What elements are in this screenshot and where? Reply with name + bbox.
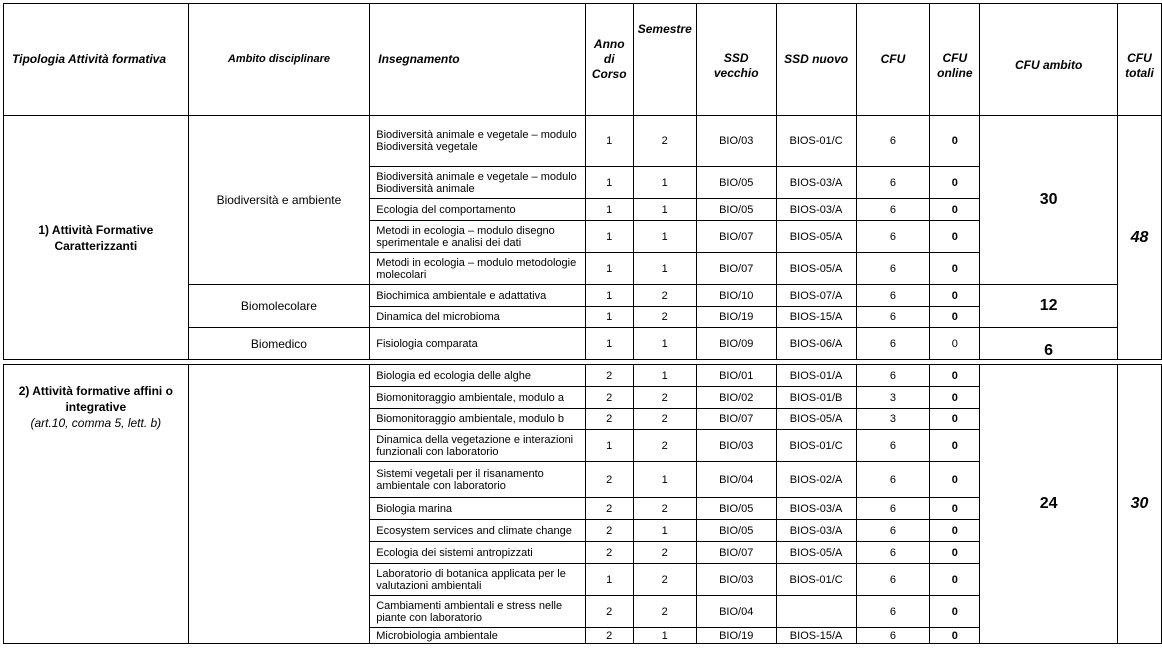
semestre-cell: 2 xyxy=(633,387,696,409)
ssd-nuovo-cell: BIOS-07/A xyxy=(776,285,856,307)
cfu-online-cell: 0 xyxy=(930,542,980,564)
header-ssd-vecchio: SSD vecchio xyxy=(696,4,776,116)
header-cfu-online: CFU online xyxy=(930,4,980,116)
cfu-online-cell: 0 xyxy=(930,328,980,360)
ambito-cell: Biomolecolare xyxy=(188,285,370,328)
ssd-nuovo-cell: BIOS-05/A xyxy=(776,253,856,285)
ssd-vecchio-cell: BIO/07 xyxy=(696,409,776,430)
tipologia-cell xyxy=(4,365,189,644)
anno-cell: 1 xyxy=(585,285,633,307)
header-row xyxy=(4,4,1162,116)
ssd-nuovo-cell: BIOS-03/A xyxy=(776,520,856,542)
cfu-online-cell: 0 xyxy=(930,596,980,628)
anno-cell: 2 xyxy=(585,365,633,387)
cfu-cell: 6 xyxy=(856,253,930,285)
ssd-vecchio-cell: BIO/19 xyxy=(696,307,776,328)
cfu-online-cell: 0 xyxy=(930,221,980,253)
insegnamento-cell: Biomonitoraggio ambientale, modulo a xyxy=(370,387,586,409)
ssd-vecchio-cell: BIO/07 xyxy=(696,253,776,285)
semestre-cell: 2 xyxy=(633,564,696,596)
semestre-cell: 2 xyxy=(633,498,696,520)
cfu-online-cell: 0 xyxy=(930,199,980,221)
header-cfu-totali: CFU totali xyxy=(1117,4,1161,116)
insegnamento-cell: Ecologia dei sistemi antropizzati xyxy=(370,542,586,564)
cfu-ambito-cell: 30 xyxy=(980,116,1118,285)
semestre-cell: 1 xyxy=(633,628,696,644)
cfu-cell: 6 xyxy=(856,498,930,520)
cfu-online-cell: 0 xyxy=(930,462,980,498)
ssd-vecchio-cell: BIO/09 xyxy=(696,328,776,360)
semestre-cell: 2 xyxy=(633,542,696,564)
ssd-vecchio-cell: BIO/03 xyxy=(696,564,776,596)
insegnamento-cell: Biodiversità animale e vegetale – modulo Biodiversità vegetale xyxy=(370,116,586,167)
cfu-cell: 6 xyxy=(856,596,930,628)
tipologia-cell: 1) Attività Formative Caratterizzanti xyxy=(4,116,189,360)
anno-cell: 2 xyxy=(585,628,633,644)
cfu-online-cell: 0 xyxy=(930,498,980,520)
ssd-vecchio-cell: BIO/01 xyxy=(696,365,776,387)
anno-cell: 2 xyxy=(585,520,633,542)
cfu-online-cell: 0 xyxy=(930,628,980,644)
cfu-online-cell: 0 xyxy=(930,285,980,307)
anno-cell: 2 xyxy=(585,498,633,520)
semestre-cell: 2 xyxy=(633,307,696,328)
semestre-cell: 1 xyxy=(633,253,696,285)
cfu-cell: 6 xyxy=(856,307,930,328)
cfu-online-cell: 0 xyxy=(930,307,980,328)
ssd-nuovo-cell: BIOS-03/A xyxy=(776,498,856,520)
ambito-cell xyxy=(188,365,370,644)
ssd-nuovo-cell xyxy=(776,596,856,628)
ssd-vecchio-cell: BIO/02 xyxy=(696,387,776,409)
ssd-nuovo-cell: BIOS-01/B xyxy=(776,387,856,409)
ssd-nuovo-cell: BIOS-06/A xyxy=(776,328,856,360)
cfu-ambito-cell: 12 xyxy=(980,285,1118,328)
ssd-vecchio-cell: BIO/05 xyxy=(696,167,776,199)
semestre-cell: 1 xyxy=(633,520,696,542)
anno-cell: 2 xyxy=(585,409,633,430)
cfu-totali-cell: 30 xyxy=(1117,365,1161,644)
cfu-online-cell: 0 xyxy=(930,167,980,199)
header-ssd-nuovo: SSD nuovo xyxy=(776,4,856,116)
cfu-ambito-cell: 6 xyxy=(980,328,1118,360)
cfu-online-cell: 0 xyxy=(930,409,980,430)
ssd-nuovo-cell: BIOS-15/A xyxy=(776,307,856,328)
ssd-nuovo-cell: BIOS-05/A xyxy=(776,409,856,430)
cfu-cell: 3 xyxy=(856,387,930,409)
semestre-cell: 1 xyxy=(633,365,696,387)
insegnamento-cell: Metodi in ecologia – modulo disegno sperimentale e analisi dei dati xyxy=(370,221,586,253)
semestre-cell: 1 xyxy=(633,221,696,253)
semestre-cell: 1 xyxy=(633,199,696,221)
anno-cell: 1 xyxy=(585,430,633,462)
cfu-online-cell: 0 xyxy=(930,116,980,167)
insegnamento-cell: Biodiversità animale e vegetale – modulo Biodiversità animale xyxy=(370,167,586,199)
cfu-online-cell: 0 xyxy=(930,520,980,542)
anno-cell: 2 xyxy=(585,462,633,498)
cfu-cell: 6 xyxy=(856,462,930,498)
ssd-vecchio-cell: BIO/19 xyxy=(696,628,776,644)
tipologia-label: 2) Attività formative affini o integrative xyxy=(18,384,173,414)
cfu-cell: 6 xyxy=(856,564,930,596)
ssd-vecchio-cell: BIO/07 xyxy=(696,221,776,253)
insegnamento-cell: Biomonitoraggio ambientale, modulo b xyxy=(370,409,586,430)
anno-cell: 1 xyxy=(585,167,633,199)
insegnamento-cell: Metodi in ecologia – modulo metodologie molecolari xyxy=(370,253,586,285)
semestre-cell: 2 xyxy=(633,596,696,628)
cfu-online-cell: 0 xyxy=(930,253,980,285)
table-row xyxy=(4,116,1162,167)
ssd-nuovo-cell: BIOS-03/A xyxy=(776,199,856,221)
insegnamento-cell: Microbiologia ambientale xyxy=(370,628,586,644)
ssd-vecchio-cell: BIO/05 xyxy=(696,498,776,520)
table-row xyxy=(4,365,1162,387)
cfu-cell: 6 xyxy=(856,328,930,360)
cfu-cell: 6 xyxy=(856,365,930,387)
semestre-cell: 2 xyxy=(633,116,696,167)
semestre-cell: 2 xyxy=(633,409,696,430)
anno-cell: 2 xyxy=(585,387,633,409)
ssd-vecchio-cell: BIO/03 xyxy=(696,430,776,462)
ssd-vecchio-cell: BIO/07 xyxy=(696,542,776,564)
insegnamento-cell: Dinamica del microbioma xyxy=(370,307,586,328)
ssd-vecchio-cell: BIO/05 xyxy=(696,199,776,221)
anno-cell: 1 xyxy=(585,328,633,360)
ssd-vecchio-cell: BIO/03 xyxy=(696,116,776,167)
cfu-cell: 6 xyxy=(856,628,930,644)
ambito-cell: Biodiversità e ambiente xyxy=(188,116,370,285)
ssd-nuovo-cell: BIOS-01/A xyxy=(776,365,856,387)
insegnamento-cell: Biochimica ambientale e adattativa xyxy=(370,285,586,307)
insegnamento-cell: Dinamica della vegetazione e interazioni funzionali con laboratorio xyxy=(370,430,586,462)
anno-cell: 1 xyxy=(585,253,633,285)
insegnamento-cell: Laboratorio di botanica applicata per le valutazioni ambientali xyxy=(370,564,586,596)
ssd-vecchio-cell: BIO/04 xyxy=(696,462,776,498)
ssd-nuovo-cell: BIOS-05/A xyxy=(776,542,856,564)
cfu-online-cell: 0 xyxy=(930,564,980,596)
anno-cell: 2 xyxy=(585,596,633,628)
ssd-nuovo-cell: BIOS-01/C xyxy=(776,430,856,462)
header-anno: Anno di Corso xyxy=(585,4,633,116)
cfu-cell: 6 xyxy=(856,199,930,221)
ambito-cell: Biomedico xyxy=(188,328,370,360)
cfu-cell: 6 xyxy=(856,520,930,542)
ssd-nuovo-cell: BIOS-15/A xyxy=(776,628,856,644)
cfu-cell: 6 xyxy=(856,116,930,167)
insegnamento-cell: Ecologia del comportamento xyxy=(370,199,586,221)
anno-cell: 2 xyxy=(585,542,633,564)
anno-cell: 1 xyxy=(585,199,633,221)
ssd-nuovo-cell: BIOS-01/C xyxy=(776,564,856,596)
insegnamento-cell: Fisiologia comparata xyxy=(370,328,586,360)
ssd-vecchio-cell: BIO/05 xyxy=(696,520,776,542)
semestre-cell: 2 xyxy=(633,285,696,307)
semestre-cell: 1 xyxy=(633,462,696,498)
header-cfu: CFU xyxy=(856,4,930,116)
ssd-nuovo-cell: BIOS-02/A xyxy=(776,462,856,498)
cfu-online-cell: 0 xyxy=(930,387,980,409)
cfu-online-cell: 0 xyxy=(930,430,980,462)
semestre-cell: 2 xyxy=(633,430,696,462)
cfu-cell: 3 xyxy=(856,409,930,430)
insegnamento-cell: Biologia marina xyxy=(370,498,586,520)
header-tipologia: Tipologia Attività formativa xyxy=(4,4,189,116)
ssd-nuovo-cell: BIOS-05/A xyxy=(776,221,856,253)
insegnamento-cell: Ecosystem services and climate change xyxy=(370,520,586,542)
cfu-totali-cell: 48 xyxy=(1117,116,1161,360)
semestre-cell: 1 xyxy=(633,167,696,199)
insegnamento-cell: Cambiamenti ambientali e stress nelle piante con laboratorio xyxy=(370,596,586,628)
header-insegnamento: Insegnamento xyxy=(370,4,586,116)
anno-cell: 1 xyxy=(585,221,633,253)
insegnamento-cell: Biologia ed ecologia delle alghe xyxy=(370,365,586,387)
ssd-vecchio-cell: BIO/10 xyxy=(696,285,776,307)
anno-cell: 1 xyxy=(585,564,633,596)
cfu-cell: 6 xyxy=(856,221,930,253)
course-table xyxy=(3,3,1162,644)
cfu-cell: 6 xyxy=(856,430,930,462)
cfu-cell: 6 xyxy=(856,167,930,199)
ssd-vecchio-cell: BIO/04 xyxy=(696,596,776,628)
ssd-nuovo-cell: BIOS-03/A xyxy=(776,167,856,199)
anno-cell: 1 xyxy=(585,307,633,328)
cfu-online-cell: 0 xyxy=(930,365,980,387)
insegnamento-cell: Sistemi vegetali per il risanamento ambientale con laboratorio xyxy=(370,462,586,498)
cfu-cell: 6 xyxy=(856,285,930,307)
header-semestre: Semestre xyxy=(633,4,696,116)
cfu-ambito-cell: 24 xyxy=(980,365,1118,644)
anno-cell: 1 xyxy=(585,116,633,167)
tipologia-note: (art.10, comma 5, lett. b) xyxy=(30,416,162,430)
header-ambito: Ambito disciplinare xyxy=(188,4,370,116)
semestre-cell: 1 xyxy=(633,328,696,360)
ssd-nuovo-cell: BIOS-01/C xyxy=(776,116,856,167)
header-cfu-ambito: CFU ambito xyxy=(980,4,1118,116)
cfu-cell: 6 xyxy=(856,542,930,564)
